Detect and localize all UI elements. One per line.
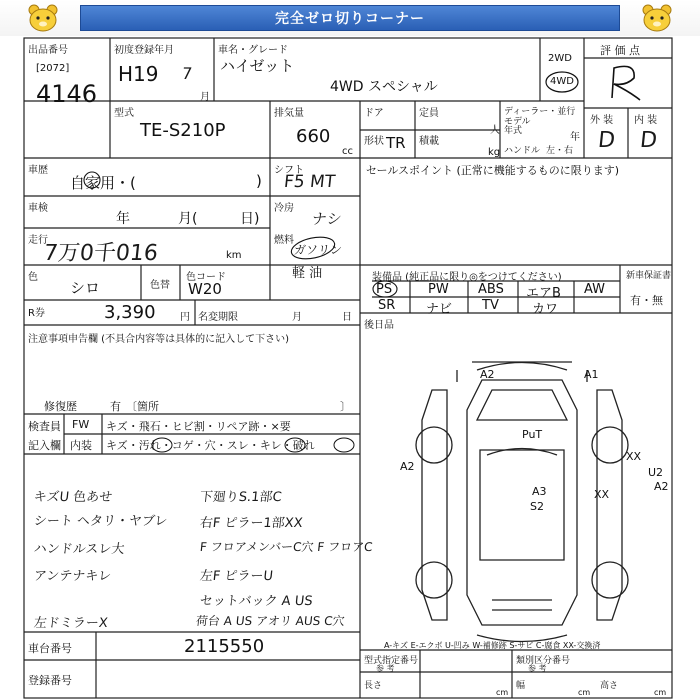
cm-unit: cm (654, 688, 667, 697)
mileage-unit: km (226, 250, 242, 261)
repair-place: 〔箇所 (126, 400, 159, 413)
warranty-label: 新車保証書 (626, 271, 672, 281)
ref-label: 参 考 (528, 664, 547, 673)
price-label: R券 (28, 308, 45, 319)
capacity-label: 定員 (419, 108, 439, 119)
inspection-month-unit: 月( (178, 211, 198, 227)
history-label: 車歴 (28, 165, 48, 176)
aftermarket-label: 後日品 (364, 320, 394, 331)
car-damage-diagram (362, 330, 672, 650)
year-unit: 年 (570, 132, 580, 143)
lot-number: 4146 (36, 80, 98, 108)
equip-abs: ABS (478, 282, 504, 297)
hw-note: キズU 色あせ (33, 490, 113, 505)
lot-prefix: [2072] (36, 63, 70, 74)
reg-label: 初度登録年月 (114, 45, 174, 56)
damage-legend: A-キズ E-エクボ U-凹み W-補修跡 S-サビ C-腐食 XX-交換済 (384, 641, 601, 650)
fw-label: FW (72, 418, 90, 431)
reg-month-unit: 月 (200, 92, 210, 103)
inspection-year-unit: 年 (116, 211, 130, 227)
color-label: 色 (28, 272, 38, 283)
disp-unit: cc (342, 146, 353, 157)
name-change-month: 月 (292, 312, 302, 323)
disp-value: 660 (296, 126, 331, 147)
disp-label: 排気量 (274, 108, 304, 119)
shape-label: 形状 (364, 136, 384, 147)
hw-note: F フロアメンバーC穴 F フロアC (199, 540, 374, 554)
reg-era: H19 (118, 62, 159, 86)
hw-note: セットバック A US (199, 594, 314, 609)
score-label: 評 価 点 (600, 44, 640, 57)
exterior-label: 外 装 (590, 115, 614, 126)
interior-label: 内 装 (634, 115, 658, 126)
int-items: キズ・汚れ・コゲ・穴・スレ・キレ・破れ (106, 439, 315, 452)
hw-note: アンテナキレ (33, 569, 112, 584)
inspector-label-1: 検査員 (28, 420, 61, 433)
category-label: 類別区分番号 (516, 656, 571, 666)
exterior-score: D (596, 128, 617, 153)
type-code-label: 型式指定番号 (364, 656, 419, 666)
fuel-option: 軽 油 (292, 266, 323, 281)
equipment-label: 装備品 (純正品に限り◎をつけてください) (372, 272, 562, 283)
reg-month: 7 (181, 64, 194, 83)
hw-note: シート ヘタリ・ヤブレ (33, 514, 169, 529)
dealer-label: ディーラー・並行 (504, 107, 576, 117)
interior-score: D (638, 128, 659, 153)
color-value: シロ (70, 279, 101, 297)
fuel-value: ガソリン (293, 243, 343, 257)
hw-note: 左ドミラーX (33, 616, 109, 631)
color-change-label: 色替 (150, 280, 170, 291)
price-unit: 円 (180, 312, 190, 323)
history-close: ) (256, 172, 262, 190)
score-value (610, 70, 611, 71)
capacity-unit: 人 (490, 125, 500, 136)
notes-label: 注意事項申告欄 (不具合内容等は具体的に記入して下さい) (28, 334, 289, 345)
drive-4wd: 4WD (550, 76, 574, 87)
damage-mark: A3 (532, 485, 547, 498)
int-label: 内装 (70, 439, 92, 452)
damage-mark: A2 (400, 460, 415, 473)
height-label: 高さ (600, 681, 619, 691)
load-unit: kg (488, 147, 501, 158)
cm-unit: cm (578, 688, 591, 697)
drive-2wd: 2WD (548, 53, 572, 64)
equip-ps: PS (376, 282, 393, 297)
color-code: W20 (188, 280, 222, 298)
inspector-label-2: 記入欄 (28, 439, 61, 452)
damage-mark: PuT (522, 428, 543, 441)
equip-pw: PW (428, 282, 449, 297)
sales-points-label: セールスポイント (正常に機能するものに限ります) (366, 164, 620, 177)
lot-label: 出品番号 (28, 45, 68, 56)
hw-note: 下廻りS.1部C (199, 490, 283, 505)
fuel-label: 燃料 (274, 235, 294, 246)
inspection-label: 車検 (28, 203, 48, 214)
inspection-day-unit: 日) (240, 211, 260, 227)
chassis-label: 車台番号 (28, 642, 72, 655)
damage-mark: S2 (530, 500, 544, 513)
damage-mark: U2 (648, 466, 664, 479)
history-value: 自家用・( (70, 174, 136, 192)
shift-label: シフト (274, 165, 304, 176)
shape-value: TR (386, 134, 406, 152)
hw-note: ハンドルスレ大 (33, 542, 126, 557)
mileage-value: 7万0千016 (42, 241, 160, 266)
equip-navi: ナビ (426, 302, 453, 317)
load-label: 積載 (419, 136, 439, 147)
damage-mark: XX (626, 450, 642, 463)
model-label: 車名・グレード (218, 45, 288, 56)
grade: 4WD スペシャル (330, 79, 438, 95)
equip-sr: SR (378, 298, 396, 313)
banner-title: 完全ゼロ切りコーナー (80, 5, 620, 31)
equip-tv: TV (482, 298, 499, 313)
door-label: ドア (364, 108, 384, 119)
handle-value: 左・右 (546, 146, 574, 156)
hw-note: 左F ピラーU (199, 569, 274, 584)
model-year-label: モデル 年式 (504, 117, 531, 136)
width-label: 幅 (516, 681, 526, 691)
damage-mark: A2 (654, 480, 669, 493)
damage-mark: A1 (584, 368, 599, 381)
warranty-value: 有・無 (630, 294, 663, 307)
mileage-label: 走行 (28, 235, 48, 246)
damage-mark: A2 (480, 368, 495, 381)
name-change-label: 名変期限 (198, 312, 238, 323)
equip-airbag: エアB (526, 286, 561, 301)
length-label: 長さ (364, 681, 383, 691)
hw-note: 荷台 A US アオリ AUS C穴 (195, 614, 346, 628)
repair-close: 〕 (340, 400, 351, 413)
color-code-label: 色コード (186, 272, 226, 283)
handle-label: ハンドル (504, 146, 541, 156)
ref-label: 参 考 (376, 664, 395, 673)
hw-note: 右F ピラー1部XX (199, 516, 304, 531)
name-change-day: 日 (342, 312, 352, 323)
aircon-value: ナシ (311, 210, 343, 228)
chassis-value: 2115550 (184, 636, 265, 657)
aircon-label: 冷房 (274, 203, 294, 214)
type-value: TE-S210P (140, 120, 226, 141)
shift-value: F5 MT (282, 172, 337, 192)
registration-label: 登録番号 (28, 674, 72, 687)
cm-unit: cm (496, 688, 509, 697)
equip-leather: カワ (532, 302, 559, 317)
type-label: 型式 (114, 108, 134, 119)
price-value: 3,390 (104, 302, 156, 323)
repair-value: 有 (110, 400, 121, 413)
repair-label: 修復歴 (44, 400, 77, 413)
fw-items: キズ・飛石・ヒビ割・リペア跡・×要 (106, 420, 291, 433)
damage-mark: XX (594, 488, 610, 501)
car-name: ハイゼット (220, 57, 295, 75)
equip-aw: AW (584, 282, 606, 297)
